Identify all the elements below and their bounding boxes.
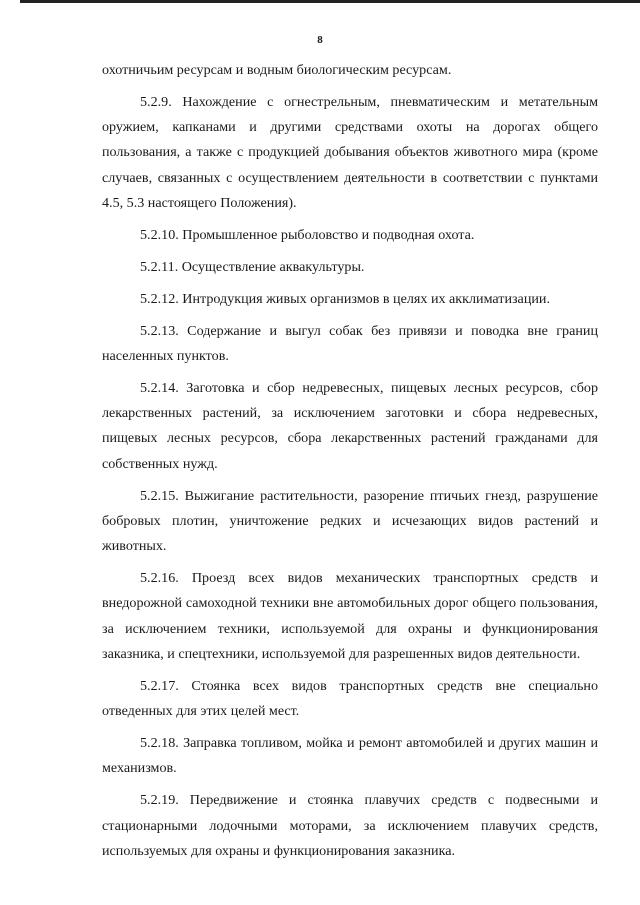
paragraph-5-2-12: 5.2.12. Интродукция живых организмов в целях их акклиматизации. xyxy=(140,290,550,307)
page-number: 8 xyxy=(317,34,323,46)
paragraph-5-2-18: 5.2.18. Заправка топливом, мойка и ремонт автомобилей и других машин и механизмов. xyxy=(102,735,598,777)
paragraph-5-2-11: 5.2.11. Осуществление аквакультуры. xyxy=(140,258,365,275)
paragraph-5-2-14: 5.2.14. Заготовка и сбор недревесных, пищевых лесных ресурсов, сбор лекарственных растений, за исключением заготовки и сбора недревесных, пищевых лесных ресурсов, сбора лекарственных растений гражданами для собственных нужд. xyxy=(102,379,598,472)
top-border-line xyxy=(20,0,640,3)
paragraph-continuation: охотничьим ресурсам и водным биологическим ресурсам. xyxy=(102,62,452,78)
document-body xyxy=(102,58,598,871)
paragraph-5-2-17: 5.2.17. Стоянка всех видов транспортных средств вне специально отведенных для этих целей мест. xyxy=(102,677,598,720)
paragraph-5-2-13: 5.2.13. Содержание и выгул собак без привязи и поводка вне границ населенных пунктов. xyxy=(102,322,598,364)
paragraph-5-2-15: 5.2.15. Выжигание растительности, разорение птичьих гнезд, разрушение бобровых плотин, уничтожение редких и исчезающих видов растений и животных. xyxy=(102,487,598,555)
paragraph-5-2-9: 5.2.9. Нахождение с огнестрельным, пневматическим и метательным оружием, капканами и другими средствами охоты на дорогах общего пользования, а также с продукцией добывания объектов животного мира (кроме случаев, связанных с осуществлением деятельности в соответствии с пунктами 4.5, 5.3 настоящего Положения). xyxy=(102,93,598,212)
paragraph-5-2-16: 5.2.16. Проезд всех видов механических транспортных средств и внедорожной самоходной техники вне автомобильных дорог общего пользования, за исключением техники, используемой для охраны и функционирования заказника, и спецтехники, используемой для разрешенных видов деятельности. xyxy=(102,570,598,662)
paragraph-5-2-10: 5.2.10. Промышленное рыболовство и подводная охота. xyxy=(140,226,475,243)
paragraph-5-2-19: 5.2.19. Передвижение и стоянка плавучих средств с подвесными и стационарными лодочными моторами, за исключением плавучих средств, используемых для охраны и функционирования заказника. xyxy=(102,792,598,859)
